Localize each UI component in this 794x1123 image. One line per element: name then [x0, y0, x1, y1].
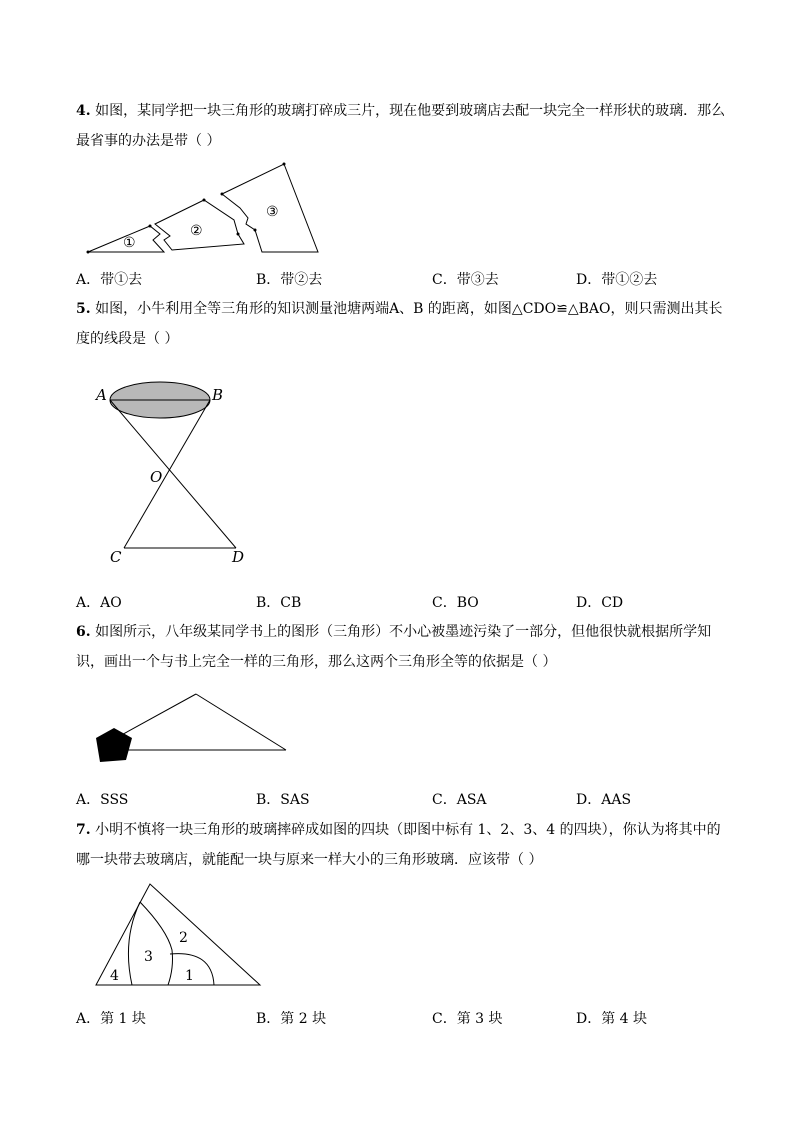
- piece-label-1: 1: [185, 968, 194, 984]
- option-b[interactable]: B．第 2 块: [256, 1011, 327, 1027]
- question-text: 如图所示，八年级某同学书上的图形（三角形）不小心被墨迹污染了一部分，但他很快就根据所学知识，画出一个与书上完全一样的三角形，那么这两个三角形全等的依据是（ ）: [76, 624, 712, 670]
- broken-glass-figure: [80, 160, 330, 260]
- option-a[interactable]: A．AO: [76, 595, 122, 611]
- piece-label-3: ③: [266, 204, 279, 220]
- option-a[interactable]: A．第 1 块: [76, 1011, 146, 1027]
- ink-stained-triangle-figure: [86, 688, 296, 768]
- question-number: 4.: [76, 103, 91, 119]
- piece-label-3: 3: [144, 949, 153, 965]
- question-7-options: [76, 1008, 726, 1028]
- option-c[interactable]: C．第 3 块: [432, 1011, 503, 1027]
- piece-label-2: 2: [179, 930, 188, 946]
- option-b[interactable]: B．带②去: [256, 272, 323, 288]
- ink-blot: [96, 728, 132, 762]
- question-6-options: [76, 789, 726, 809]
- question-number: 5.: [76, 301, 91, 317]
- option-c[interactable]: C．ASA: [432, 792, 487, 808]
- option-b[interactable]: B．CB: [256, 595, 302, 611]
- question-7-stem: [76, 815, 726, 875]
- option-d[interactable]: D．第 4 块: [576, 1011, 648, 1027]
- question-text: 如图，某同学把一块三角形的玻璃打碎成三片，现在他要到玻璃店去配一块完全一样形状的玻璃．那么最省事的办法是带（ ）: [76, 103, 726, 149]
- option-c[interactable]: C．BO: [432, 595, 479, 611]
- piece-label-2: ②: [190, 223, 203, 239]
- question-number: 6.: [76, 624, 91, 640]
- point-a-label: A: [96, 386, 107, 404]
- option-a[interactable]: A．SSS: [76, 792, 129, 808]
- point-d-label: D: [232, 548, 245, 566]
- pond-measure-figure: [90, 380, 260, 570]
- question-4-stem: [76, 96, 726, 156]
- question-5-options: [76, 592, 726, 612]
- question-text: 小明不慎将一块三角形的玻璃摔碎成如图的四块（即图中标有 1、2、3、4 的四块），你认为将其中的哪一块带去玻璃店，就能配一块与原来一样大小的三角形玻璃．应该带（ ）: [76, 822, 721, 868]
- question-number: 7.: [76, 822, 91, 838]
- question-4-options: [76, 269, 726, 289]
- point-o-label: O: [150, 468, 163, 486]
- point-c-label: C: [110, 548, 122, 566]
- option-a[interactable]: A．带①去: [76, 272, 143, 288]
- option-d[interactable]: D．CD: [576, 595, 624, 611]
- question-6-stem: [76, 617, 726, 677]
- piece-label-1: ①: [123, 235, 136, 251]
- option-b[interactable]: B．SAS: [256, 792, 310, 808]
- question-text: 如图，小牛利用全等三角形的知识测量池塘两端A、B 的距离，如图△CDO≌△BAO，则只需测出其长度的线段是（ ）: [76, 301, 723, 347]
- piece-label-4: 4: [110, 968, 119, 984]
- option-c[interactable]: C．带③去: [432, 272, 499, 288]
- four-piece-glass-figure: [92, 880, 267, 990]
- option-d[interactable]: D．带①②去: [576, 272, 658, 288]
- question-5-stem: [76, 294, 726, 354]
- option-d[interactable]: D．AAS: [576, 792, 632, 808]
- point-b-label: B: [212, 386, 224, 404]
